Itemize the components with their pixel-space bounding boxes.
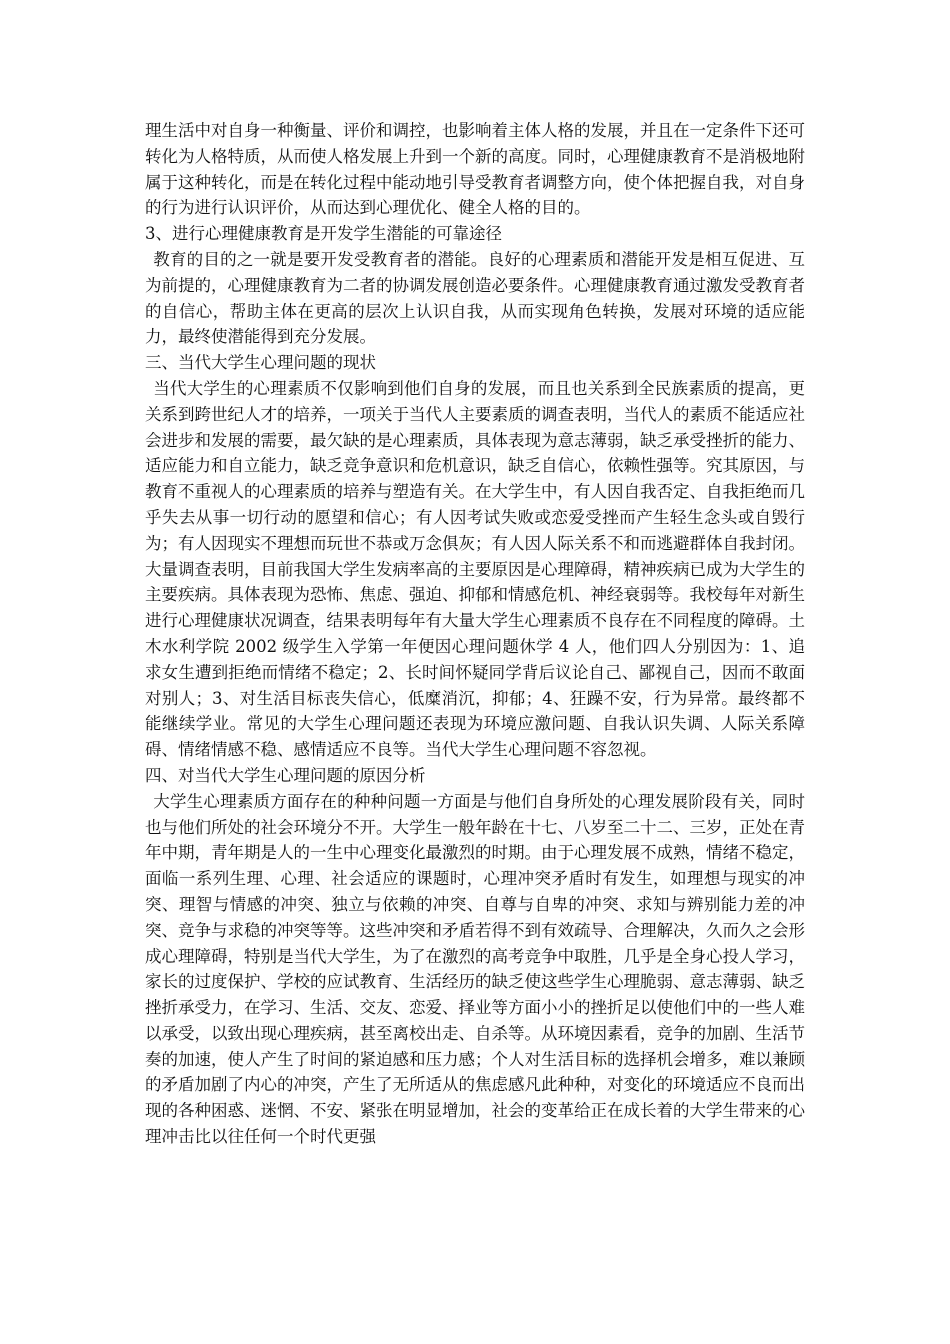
point-3-paragraph: 教育的目的之一就是要开发受教育者的潜能。良好的心理素质和潜能开发是相互促进、互为前提的，心理健康教育为二者的协调发展创造必要条件。心理健康教育通过激发受教育者的自信心，帮助主体在更高的层次上认识自我，从而实现角色转换，发展对环境的适应能力，最终使潜能得到充分发展。 (145, 249, 805, 347)
section-3-paragraph: 当代大学生的心理素质不仅影响到他们自身的发展，而且也关系到全民族素质的提高，更关系到跨世纪人才的培养，一项关于当代人主要素质的调查表明，当代人的素质不能适应社会进步和发展的需要，最欠缺的是心理素质，具体表现为意志薄弱，缺乏承受挫折的能力、适应能力和自立能力，缺乏竞争意识和危机意识，缺乏自信心，依赖性强等。究其原因，与教育不重视人的心理素质的培养与塑造有关。在大学生中，有人因自我否定、自我拒绝而几乎失去从事一切行动的愿望和信心；有人因考试失败或恋爱受挫而产生轻生念头或自毁行为；有人因现实不理想而玩世不恭或万念俱灰；有人因人际关系不和而逃避群体自我封闭。大量调查表明，目前我国大学生发病率高的主要原因是心理障碍，精神疾病已成为大学生的主要疾病。具体表现为恐怖、焦虑、强迫、抑郁和情感危机、神经衰弱等。我校每年对新生进行心理健康状况调查，结果表明每年有大量大学生心理素质不良存在不同程度的障碍。土木水利学院 2002 级学生入学第一年便因心理问题休学 4 人，他们四人分别因为：1、追求女生遭到拒绝而情绪不稳定；2、长时间怀疑同学背后议论自己、鄙视自己，因而不敢面对别人；3、对生活目标丧失信心，低糜消沉，抑郁；4、狂躁不安，行为异常。最终都不能继续学业。常见的大学生心理问题还表现为环境应激问题、自我认识失调、人际关系障碍、情绪情感不稳、感情适应不良等。当代大学生心理问题不容忽视。 (145, 378, 805, 760)
section-3-heading: 三、当代大学生心理问题的现状 (145, 353, 376, 373)
section-4-paragraph: 大学生心理素质方面存在的种种问题一方面是与他们自身所处的心理发展阶段有关，同时也与他们所处的社会环境分不开。大学生一般年龄在十七、八岁至二十二、三岁，正处在青年中期，青年期是人的一生中心理变化最激烈的时期。由于心理发展不成熟，情绪不稳定，面临一系列生理、心理、社会适应的课题时，心理冲突矛盾时有发生，如理想与现实的冲突、理智与情感的冲突、独立与依赖的冲突、自尊与自卑的冲突、求知与辨别能力差的冲突、竞争与求稳的冲突等等。这些冲突和矛盾若得不到有效疏导、合理解决，久而久之会形成心理障碍，特别是当代大学生，为了在激烈的高考竞争中取胜，几乎是全身心投人学习，家长的过度保护、学校的应试教育、生活经历的缺乏使这些学生心理脆弱、意志薄弱、缺乏挫折承受力，在学习、生活、交友、恋爱、择业等方面小小的挫折足以使他们中的一些人难以承受，以致出现心理疾病，甚至离校出走、自杀等。从环境因素看，竞争的加剧、生活节奏的加速，使人产生了时间的紧迫感和压力感；个人对生活目标的选择机会增多，难以兼顾的矛盾加剧了内心的冲突，产生了无所适从的焦虑感凡此种种，对变化的环境适应不良而出现的各种困惑、迷惘、不安、紧张在明显增加，社会的变革给正在成长着的大学生带来的心理冲击比以往任何一个时代更强 (145, 791, 805, 1147)
document-page (145, 118, 805, 1150)
intro-paragraph: 理生活中对自身一种衡量、评价和调控，也影响着主体人格的发展，并且在一定条件下还可转化为人格特质，从而使人格发展上升到一个新的高度。同时，心理健康教育不是消极地附属于这种转化，而是在转化过程中能动地引导受教育者调整方向，使个体把握自我，对自身的行为进行认识评价，从而达到心理优化、健全人格的目的。 (145, 121, 805, 218)
point-3-heading: 3、进行心理健康教育是开发学生潜能的可靠途径 (145, 224, 502, 244)
section-4-heading: 四、对当代大学生心理问题的原因分析 (145, 765, 426, 785)
